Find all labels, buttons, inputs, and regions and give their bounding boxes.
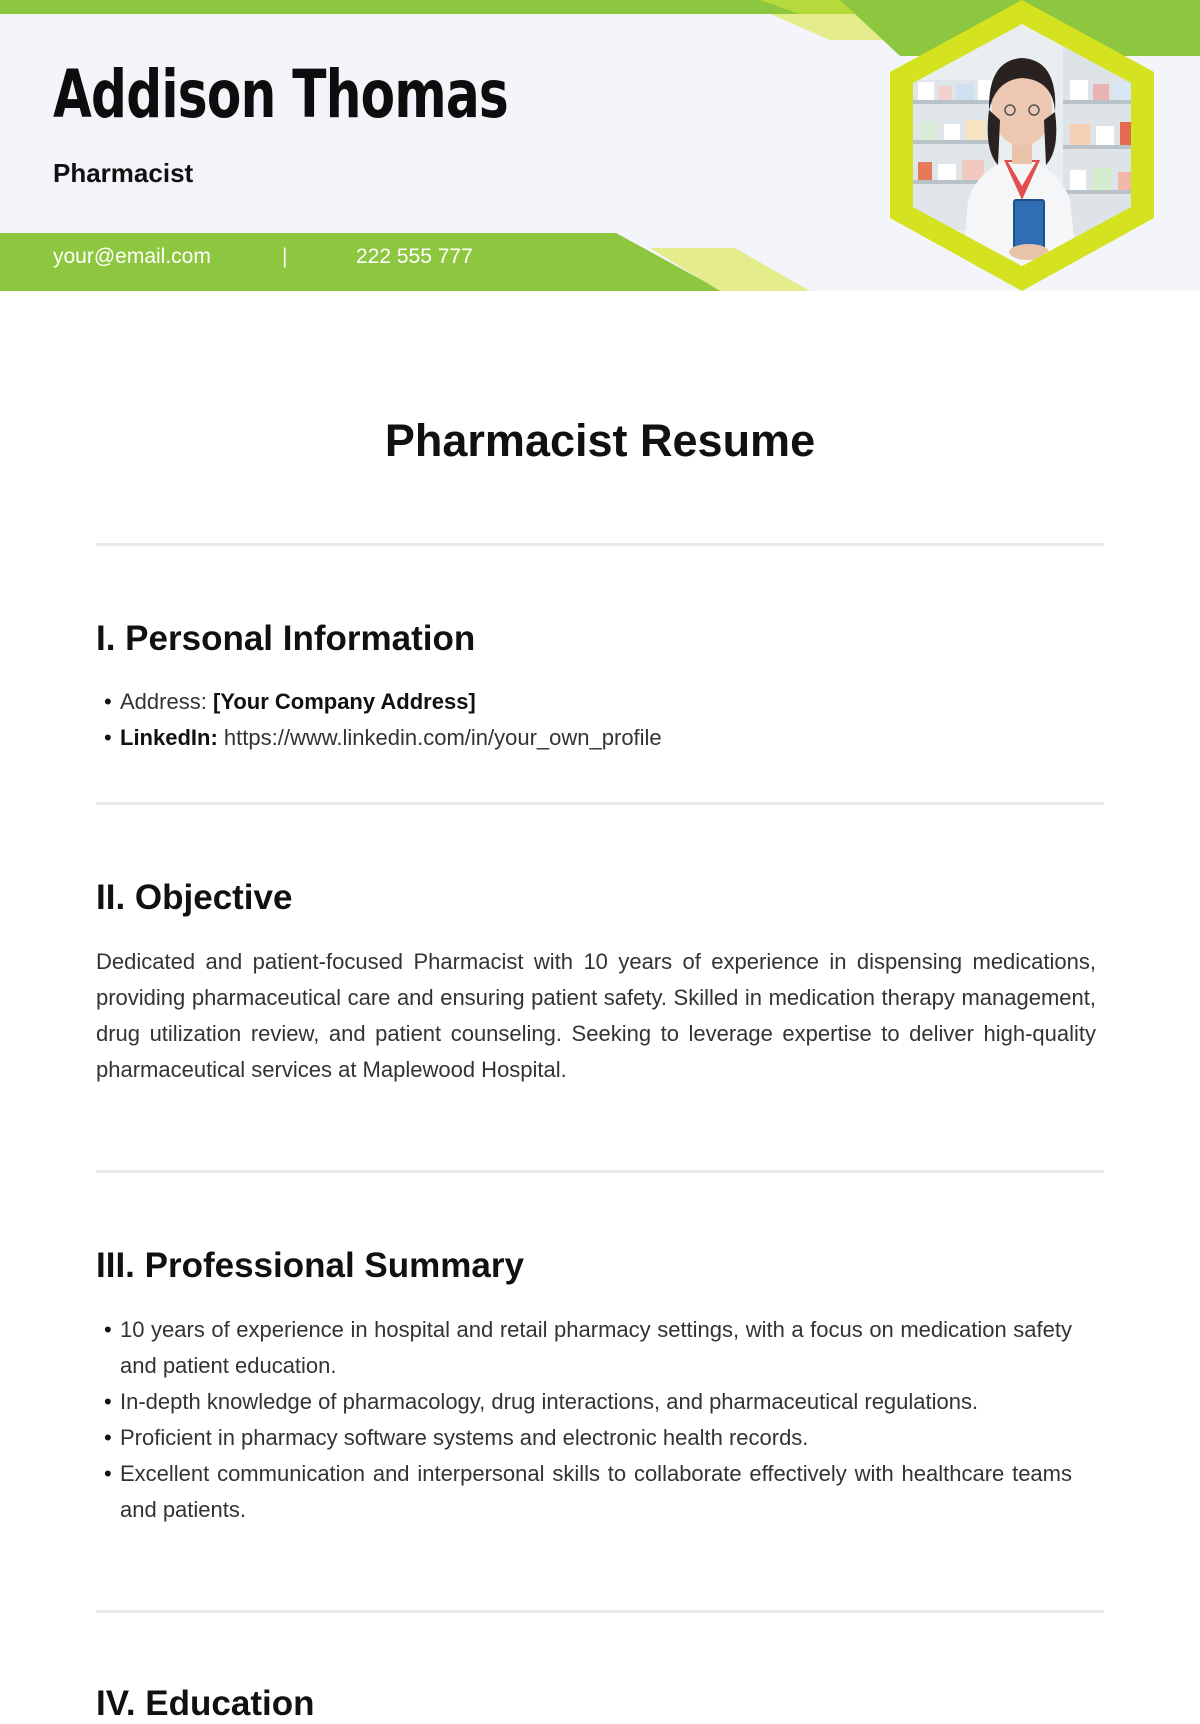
personal-info-list: [96, 684, 662, 756]
professional-summary-heading: III. Professional Summary: [96, 1246, 524, 1285]
personal-info-heading: I. Personal Information: [96, 619, 476, 658]
resume-header: [0, 0, 1200, 291]
list-item: • Proficient in pharmacy software systems and electronic health records.: [96, 1420, 1072, 1456]
section-divider: [96, 543, 1104, 546]
address-label: Address:: [120, 689, 207, 714]
address-value: [Your Company Address]: [212, 689, 476, 714]
linkedin-url: https://www.linkedin.com/in/your_own_profile: [223, 725, 662, 750]
list-item: • Excellent communication and interpersonal skills to collaborate effectively with healthcare teams and patients.: [96, 1456, 1072, 1528]
objective-text: Dedicated and patient-focused Pharmacist with 10 years of experience in dispensing medications, providing pharmaceutical care and ensuring patient safety. Skilled in medication therapy management, drug utilization review, and patient counseling. Seeking to leverage expertise to deliver high-quality pharmaceutical services at Maplewood Hospital.: [96, 949, 1096, 1082]
section-divider: [96, 1170, 1104, 1173]
section-divider: [96, 1610, 1104, 1613]
list-item: [96, 720, 662, 756]
list-item: [96, 684, 662, 720]
section-divider: [96, 802, 1104, 805]
contact-separator: |: [282, 245, 288, 268]
professional-summary-list: [96, 1312, 1072, 1528]
phone-text: 222 555 777: [356, 245, 473, 268]
document-title: Pharmacist Resume: [384, 415, 816, 466]
objective-heading: II. Objective: [96, 878, 293, 917]
list-item: • 10 years of experience in hospital and retail pharmacy settings, with a focus on medication safety and patient education.: [96, 1312, 1072, 1384]
education-heading: IV. Education: [96, 1684, 315, 1723]
list-item: • In-depth knowledge of pharmacology, drug interactions, and pharmaceutical regulations.: [96, 1384, 1072, 1420]
linkedin-label: LinkedIn:: [120, 725, 218, 750]
candidate-role: Pharmacist: [53, 158, 194, 188]
candidate-name: Addison Thomas: [53, 56, 509, 133]
email-text: your@email.com: [53, 245, 211, 268]
profile-photo: [888, 0, 1156, 291]
